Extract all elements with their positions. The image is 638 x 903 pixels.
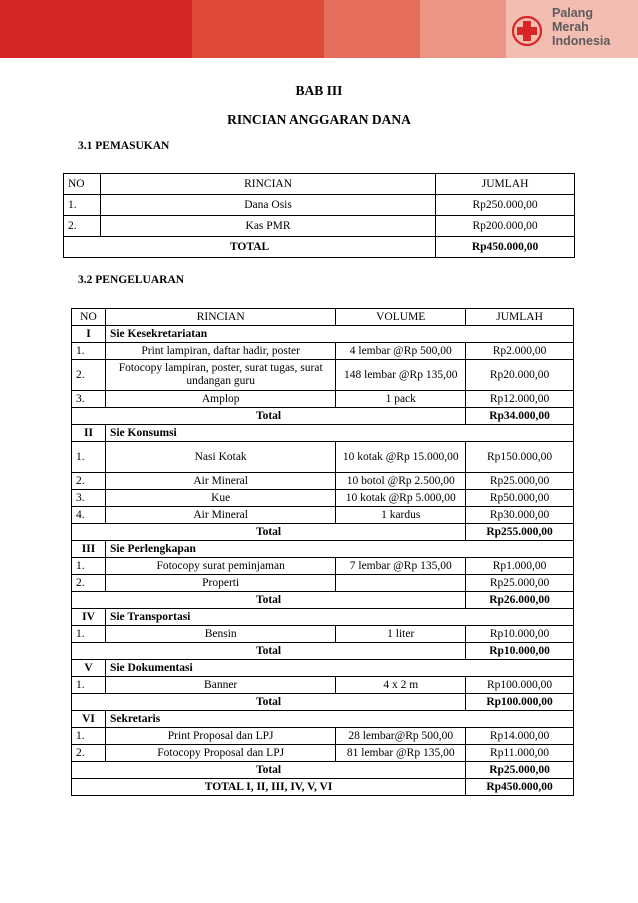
column-header: RINCIAN [105,309,335,326]
row-volume: 28 lembar@Rp 500,00 [336,728,466,745]
column-header: NO [72,309,106,326]
grand-total-row [72,779,574,796]
row-volume: 1 liter [336,626,466,643]
table-row [72,442,574,473]
section-header-row [72,425,574,442]
logo-text [552,6,610,48]
table-row [72,728,574,745]
section-number: I [72,326,106,343]
income-heading: 3.1 PEMASUKAN [78,140,170,152]
section-name: Sekretaris [105,711,573,728]
row-amount: Rp20.000,00 [466,360,574,391]
total-amount: Rp34.000,00 [466,408,574,425]
row-volume: 1 kardus [336,507,466,524]
header-stripe [0,0,192,58]
total-row [72,592,574,609]
table-row [72,558,574,575]
column-header: RINCIAN [100,174,435,195]
row-description: Kue [105,490,335,507]
section-header-row [72,660,574,677]
row-description: Air Mineral [105,473,335,490]
total-amount: Rp450.000,00 [436,237,575,258]
total-amount: Rp255.000,00 [466,524,574,541]
column-header: VOLUME [336,309,466,326]
total-amount: Rp25.000,00 [466,762,574,779]
total-row [72,408,574,425]
total-row [72,643,574,660]
section-header-row [72,326,574,343]
pmi-logo [512,6,632,60]
header-stripe [192,0,324,58]
row-description: Properti [105,575,335,592]
row-number: 2. [72,360,106,391]
section-header-row [72,541,574,558]
logo-line: Merah [552,20,589,34]
income-table [63,173,575,258]
section-number: II [72,425,106,442]
row-description: Fotocopy surat peminjaman [105,558,335,575]
row-number: 1. [72,728,106,745]
row-volume: 10 kotak @Rp 15.000,00 [336,442,466,473]
row-description: Air Mineral [105,507,335,524]
total-label: TOTAL [64,237,436,258]
row-number: 1. [72,677,106,694]
table-row [72,677,574,694]
row-amount: Rp200.000,00 [436,216,575,237]
section-name: Sie Transportasi [105,609,573,626]
row-volume: 4 lembar @Rp 500,00 [336,343,466,360]
logo-line: Palang [552,6,593,20]
row-description: Print Proposal dan LPJ [105,728,335,745]
table-row [72,490,574,507]
table-header-row [64,174,575,195]
row-volume: 7 lembar @Rp 135,00 [336,558,466,575]
section-name: Sie Perlengkapan [105,541,573,558]
total-row [72,524,574,541]
expense-table [71,308,574,796]
table-header-row [72,309,574,326]
expense-heading: 3.2 PENGELUARAN [78,274,185,286]
row-number: 2. [72,745,106,762]
table-row [64,216,575,237]
row-amount: Rp25.000,00 [466,473,574,490]
total-row [64,237,575,258]
row-amount: Rp12.000,00 [466,391,574,408]
table-row [64,195,575,216]
row-number: 2. [72,575,106,592]
row-volume: 10 botol @Rp 2.500,00 [336,473,466,490]
table-row [72,745,574,762]
row-description: Kas PMR [100,216,435,237]
total-label: Total [72,643,466,660]
total-amount: Rp26.000,00 [466,592,574,609]
row-number: 2. [72,473,106,490]
row-number: 1. [72,558,106,575]
table-row [72,507,574,524]
logo-line: Indonesia [552,34,611,48]
total-label: Total [72,408,466,425]
row-number: 1. [64,195,101,216]
row-number: 4. [72,507,106,524]
row-description: Fotocopy Proposal dan LPJ [105,745,335,762]
row-volume [336,575,466,592]
total-label: Total [72,694,466,711]
section-number: IV [72,609,106,626]
section-name: Sie Dokumentasi [105,660,573,677]
header-stripe [420,0,506,58]
row-number: 1. [72,626,106,643]
row-number: 3. [72,490,106,507]
column-header: NO [64,174,101,195]
section-number: III [72,541,106,558]
table-row [72,391,574,408]
section-name: Sie Kesekretariatan [105,326,573,343]
row-amount: Rp10.000,00 [466,626,574,643]
row-description: Banner [105,677,335,694]
header-stripe [324,0,420,58]
row-volume: 81 lembar @Rp 135,00 [336,745,466,762]
chapter-title: BAB III [295,83,343,98]
section-number: V [72,660,106,677]
row-number: 3. [72,391,106,408]
header-banner [0,0,638,58]
table-row [72,343,574,360]
column-header: JUMLAH [466,309,574,326]
row-amount: Rp30.000,00 [466,507,574,524]
row-description: Fotocopy lampiran, poster, surat tugas, surat undangan guru [105,360,335,391]
total-label: Total [72,762,466,779]
grand-total-label: TOTAL I, II, III, IV, V, VI [72,779,466,796]
row-number: 1. [72,343,106,360]
row-volume: 4 x 2 m [336,677,466,694]
row-description: Amplop [105,391,335,408]
table-row [72,360,574,391]
total-row [72,694,574,711]
document-title: RINCIAN ANGGARAN DANA [227,112,411,127]
row-description: Dana Osis [100,195,435,216]
grand-total-amount: Rp450.000,00 [466,779,574,796]
total-label: Total [72,524,466,541]
row-number: 1. [72,442,106,473]
row-description: Print lampiran, daftar hadir, poster [105,343,335,360]
row-amount: Rp1.000,00 [466,558,574,575]
section-name: Sie Konsumsi [105,425,573,442]
row-amount: Rp11.000,00 [466,745,574,762]
row-amount: Rp100.000,00 [466,677,574,694]
row-amount: Rp250.000,00 [436,195,575,216]
table-row [72,473,574,490]
row-volume: 148 lembar @Rp 135,00 [336,360,466,391]
row-volume: 1 pack [336,391,466,408]
row-volume: 10 kotak @Rp 5.000,00 [336,490,466,507]
column-header: JUMLAH [436,174,575,195]
section-header-row [72,609,574,626]
red-cross-icon [512,16,542,46]
table-row [72,575,574,592]
total-row [72,762,574,779]
row-amount: Rp150.000,00 [466,442,574,473]
row-amount: Rp14.000,00 [466,728,574,745]
row-number: 2. [64,216,101,237]
total-label: Total [72,592,466,609]
row-amount: Rp25.000,00 [466,575,574,592]
total-amount: Rp100.000,00 [466,694,574,711]
section-header-row [72,711,574,728]
table-row [72,626,574,643]
row-description: Bensin [105,626,335,643]
row-amount: Rp50.000,00 [466,490,574,507]
total-amount: Rp10.000,00 [466,643,574,660]
section-number: VI [72,711,106,728]
row-amount: Rp2.000,00 [466,343,574,360]
row-description: Nasi Kotak [105,442,335,473]
